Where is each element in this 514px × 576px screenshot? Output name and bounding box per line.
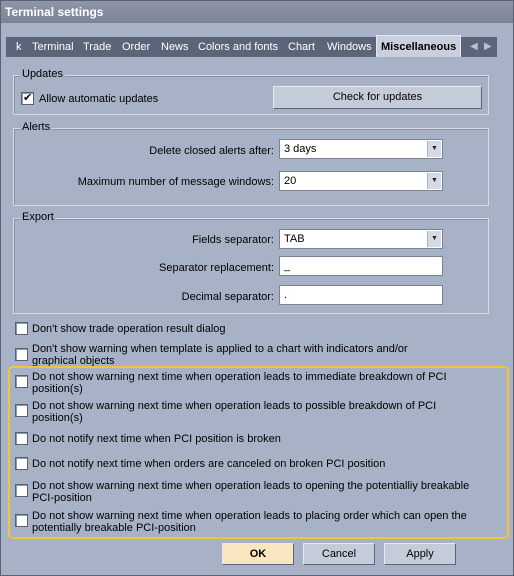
option-label: Don't show trade operation result dialog bbox=[32, 323, 226, 335]
option-checkbox[interactable] bbox=[15, 514, 28, 527]
max-windows-select[interactable] bbox=[279, 171, 443, 191]
export-group-label: Export bbox=[22, 211, 54, 223]
tab-bar bbox=[6, 37, 497, 57]
window-title: Terminal settings bbox=[1, 1, 513, 23]
tab-news[interactable]: News bbox=[161, 41, 189, 53]
option-checkbox[interactable] bbox=[15, 484, 28, 497]
allow-updates-checkbox[interactable] bbox=[21, 92, 34, 105]
tab-order[interactable]: Order bbox=[122, 41, 151, 53]
decimal-separator-input[interactable]: . bbox=[279, 285, 443, 305]
tab-partial[interactable]: k bbox=[16, 41, 22, 53]
decimal-separator-label: Decimal separator: bbox=[181, 291, 274, 303]
separator-replacement-input[interactable]: _ bbox=[279, 256, 443, 276]
option-checkbox[interactable] bbox=[15, 457, 28, 470]
option-label: Do not show warning next time when operation leads to immediate breakdown of PCI position(s) bbox=[32, 371, 447, 395]
option-label: Do not notify next time when orders are canceled on broken PCI position bbox=[32, 458, 386, 470]
max-windows-label: Maximum number of message windows: bbox=[77, 176, 274, 188]
tab-miscellaneous[interactable]: Miscellaneous bbox=[376, 35, 461, 57]
option-label: Do not show warning next time when operation leads to opening the potentialliy breakable PCI-position bbox=[32, 480, 470, 504]
chevron-down-icon[interactable]: ▼ bbox=[427, 173, 441, 189]
option-checkbox[interactable] bbox=[15, 432, 28, 445]
option-label: Don't show warning when template is applied to a chart with indicators and/or graphical objects bbox=[32, 343, 408, 367]
tab-scroll-left-icon[interactable]: ◀ bbox=[470, 41, 478, 52]
option-label: Do not show warning next time when operation leads to placing order which can open the potentially breakable PCI-position bbox=[32, 510, 467, 534]
tab-chart[interactable]: Chart bbox=[288, 41, 315, 53]
ok-button[interactable]: OK bbox=[222, 543, 294, 565]
apply-button[interactable]: Apply bbox=[384, 543, 456, 565]
tab-terminal[interactable]: Terminal bbox=[32, 41, 74, 53]
cancel-button[interactable]: Cancel bbox=[303, 543, 375, 565]
option-checkbox[interactable] bbox=[15, 404, 28, 417]
option-checkbox[interactable] bbox=[15, 322, 28, 335]
fields-separator-value: TAB bbox=[284, 233, 305, 245]
check-for-updates-button[interactable]: Check for updates bbox=[273, 86, 482, 109]
tab-windows[interactable]: Windows bbox=[327, 41, 372, 53]
tab-scroll-right-icon[interactable]: ▶ bbox=[484, 41, 492, 52]
option-checkbox[interactable] bbox=[15, 348, 28, 361]
fields-separator-select[interactable] bbox=[279, 229, 443, 249]
option-checkbox[interactable] bbox=[15, 375, 28, 388]
chevron-down-icon[interactable]: ▼ bbox=[427, 231, 441, 247]
separator-replacement-label: Separator replacement: bbox=[159, 262, 274, 274]
alerts-group-label: Alerts bbox=[22, 121, 51, 133]
tab-colors-and-fonts[interactable]: Colors and fonts bbox=[198, 41, 279, 53]
option-label: Do not show warning next time when operation leads to possible breakdown of PCI position(s) bbox=[32, 400, 437, 424]
fields-separator-label: Fields separator: bbox=[192, 234, 274, 246]
option-label: Do not notify next time when PCI position is broken bbox=[32, 433, 281, 445]
chevron-down-icon[interactable]: ▼ bbox=[427, 141, 441, 157]
updates-group-label: Updates bbox=[22, 68, 63, 80]
tab-trade[interactable]: Trade bbox=[83, 41, 112, 53]
delete-alerts-value: 3 days bbox=[284, 143, 317, 155]
delete-alerts-label: Delete closed alerts after: bbox=[149, 145, 274, 157]
allow-updates-label: Allow automatic updates bbox=[39, 93, 159, 105]
delete-alerts-select[interactable] bbox=[279, 139, 443, 159]
max-windows-value: 20 bbox=[284, 175, 297, 187]
